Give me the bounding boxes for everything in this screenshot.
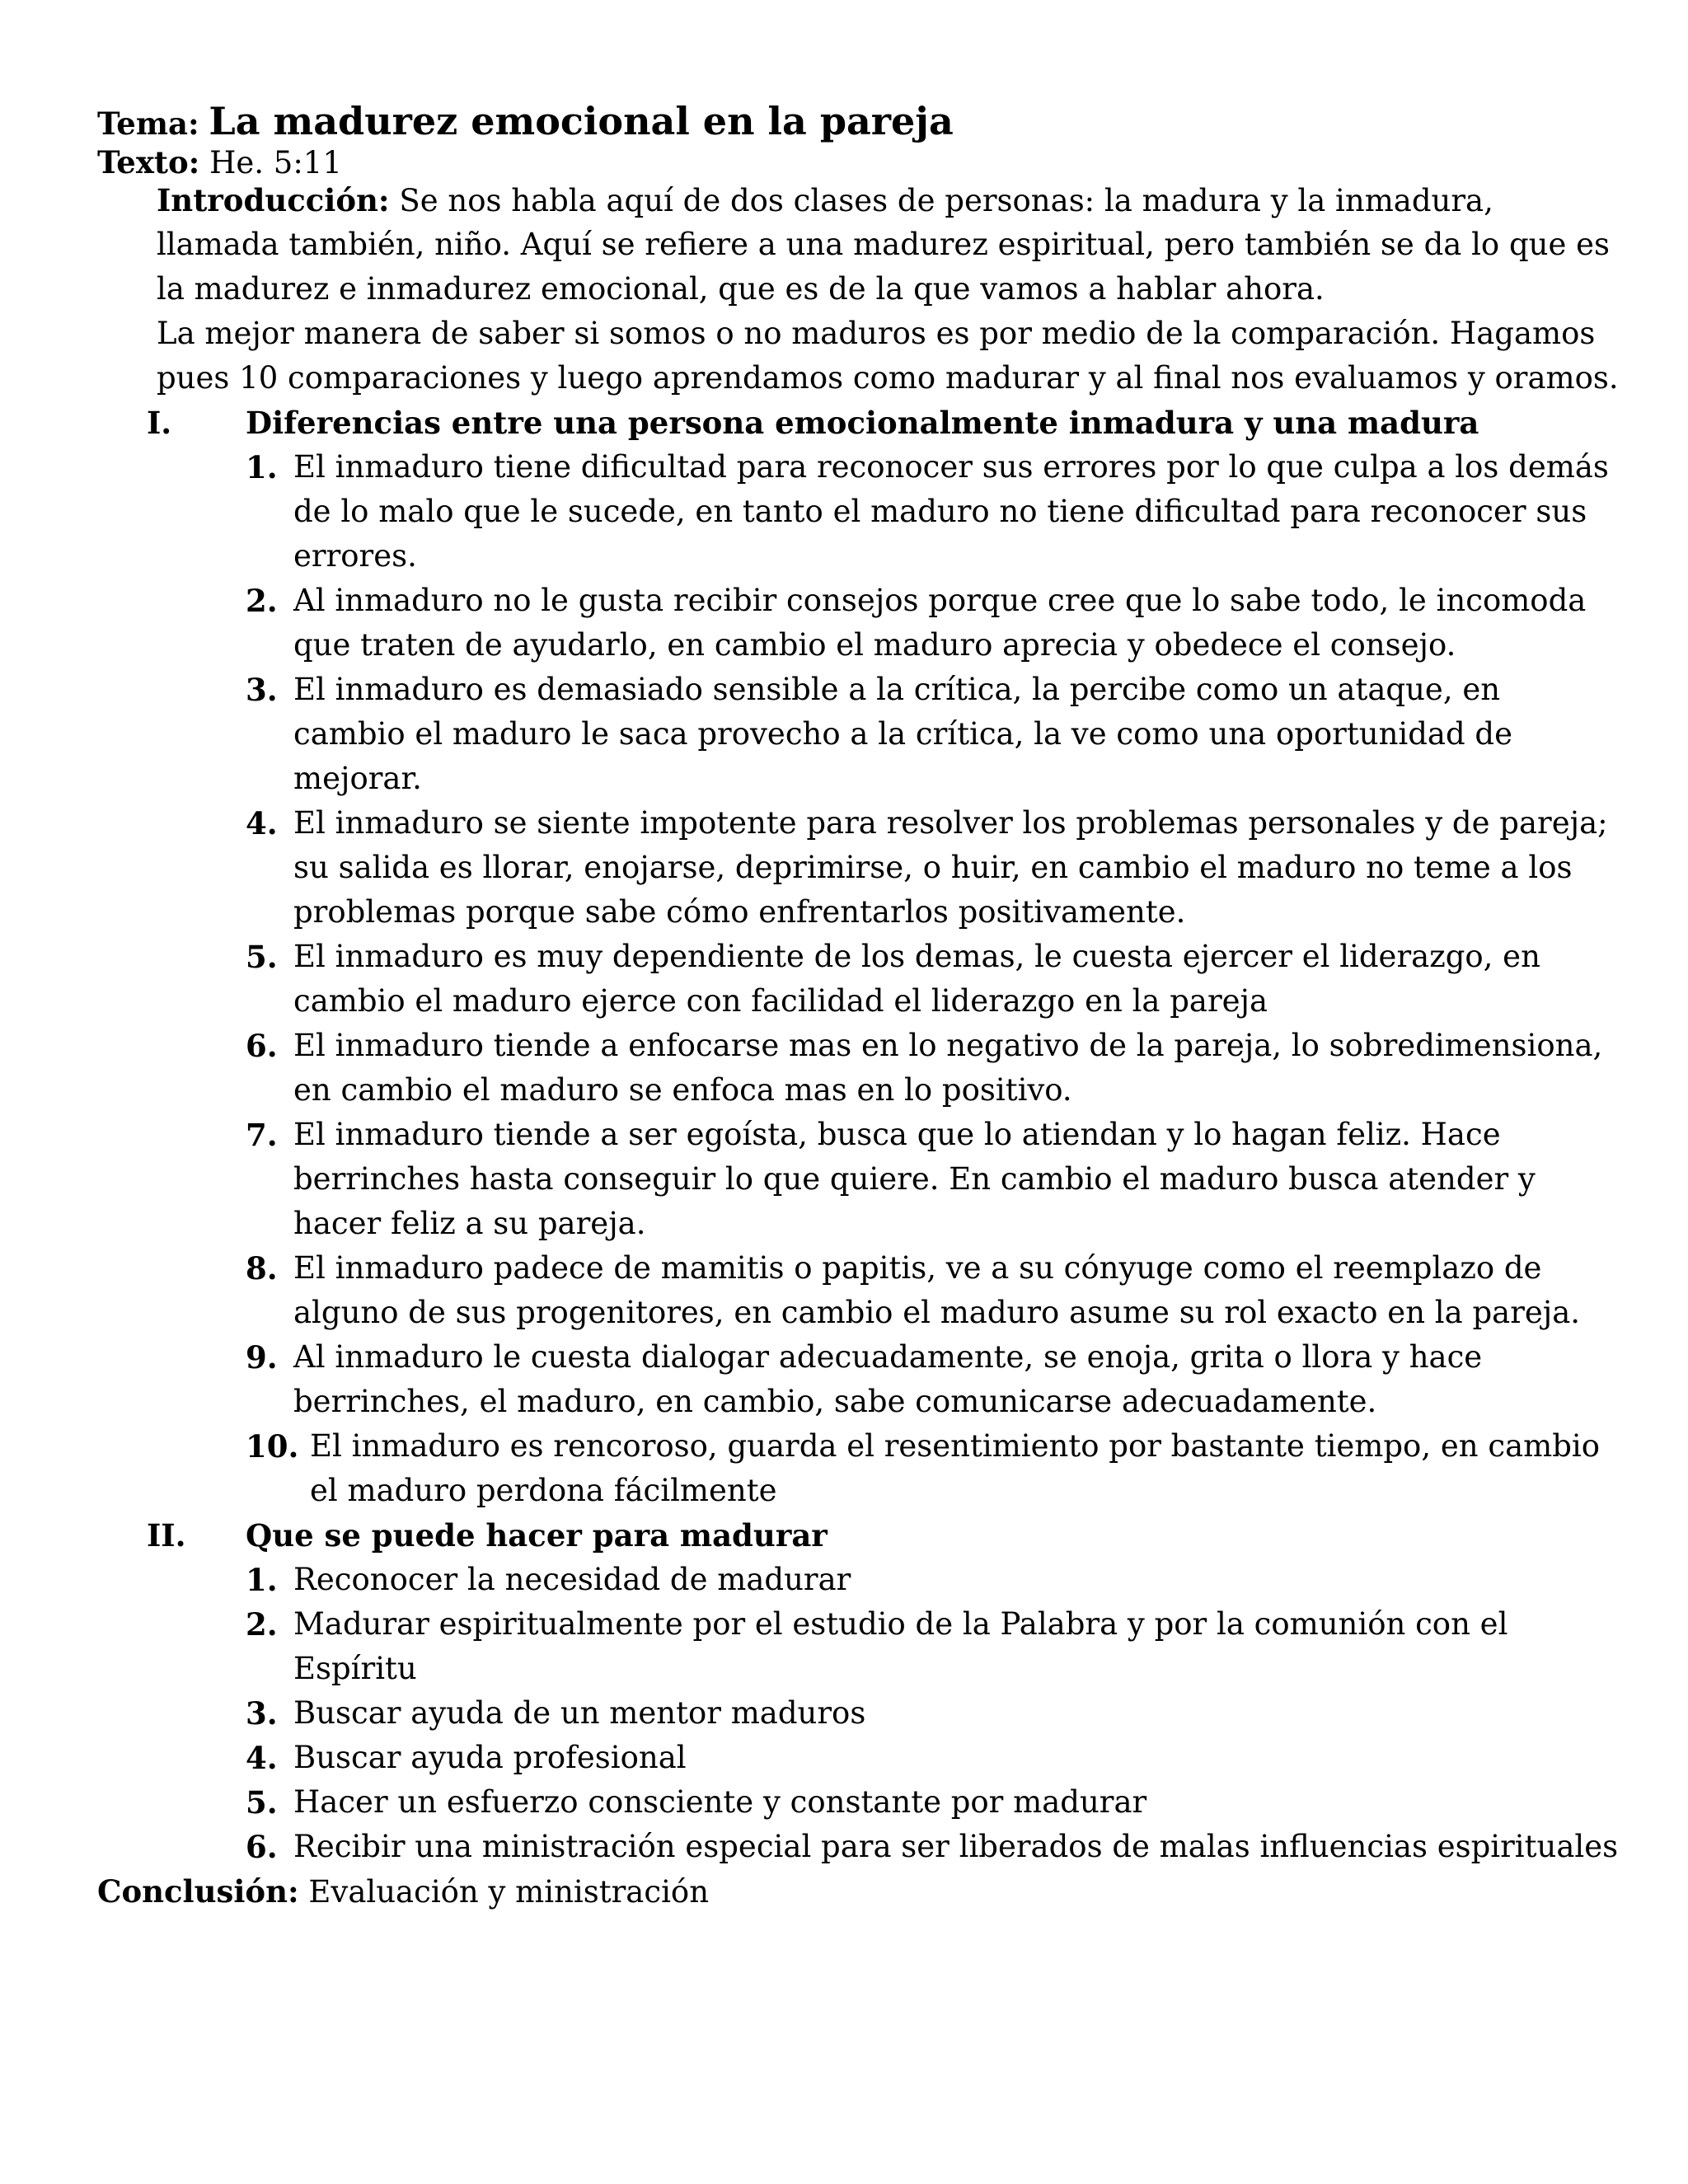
- section-2-numeral: II.: [147, 1517, 186, 1554]
- section1-item-3-line-1: El inmaduro es demasiado sensible a la crítica, la percibe como un ataque, en: [293, 672, 1501, 707]
- section2-item-number-5: 5.: [246, 1784, 278, 1821]
- section1-item-number-4: 4.: [246, 805, 278, 841]
- section2-item-number-4: 4.: [246, 1740, 278, 1776]
- intro-text-1: Se nos habla aquí de dos clases de personas: la madura y la inmadura,: [399, 183, 1493, 218]
- section2-item-number-1: 1.: [246, 1562, 278, 1598]
- section1-item-7-line-1: El inmaduro tiende a ser egoísta, busca que lo atiendan y lo hagan feliz. Hace: [293, 1117, 1501, 1152]
- texto-reference: He. 5:11: [209, 145, 342, 180]
- section1-item-number-6: 6.: [246, 1028, 278, 1064]
- section2-item-3-line-1: Buscar ayuda de un mentor maduros: [293, 1695, 866, 1731]
- section1-item-7-line-2: berrinches hasta conseguir lo que quiere. En cambio el maduro busca atender y: [293, 1161, 1536, 1197]
- section1-item-1-line-3: errores.: [293, 538, 417, 574]
- section1-item-1-line-2: de lo malo que le sucede, en tanto el maduro no tiene dificultad para reconocer sus: [293, 494, 1587, 529]
- section2-item-number-2: 2.: [246, 1606, 278, 1643]
- section1-item-10-line-1: El inmaduro es rencoroso, guarda el resentimiento por bastante tiempo, en cambio: [310, 1428, 1601, 1464]
- conclusion-label: Conclusión:: [97, 1873, 299, 1910]
- section2-item-1-line-1: Reconocer la necesidad de madurar: [293, 1562, 851, 1597]
- conclusion-text: Evaluación y ministración: [308, 1874, 710, 1910]
- intro-line-2: llamada también, niño. Aquí se refiere a una madurez espiritual, pero también se da lo que es: [157, 227, 1611, 262]
- section1-item-4-line-2: su salida es llorar, enojarse, deprimirse, o huir, en cambio el maduro no teme a los: [293, 850, 1573, 885]
- section2-item-4-line-1: Buscar ayuda profesional: [293, 1740, 687, 1775]
- section1-item-4-line-1: El inmaduro se siente impotente para resolver los problemas personales y de pareja;: [293, 805, 1608, 841]
- section1-item-6-line-1: El inmaduro tiende a enfocarse mas en lo negativo de la pareja, lo sobredimensiona,: [293, 1028, 1603, 1063]
- section2-item-number-3: 3.: [246, 1695, 278, 1732]
- section2-item-2-line-2: Espíritu: [293, 1651, 417, 1686]
- section1-item-5-line-1: El inmaduro es muy dependiente de los demas, le cuesta ejercer el liderazgo, en: [293, 939, 1540, 974]
- section1-item-3-line-2: cambio el maduro le saca provecho a la crítica, la ve como una oportunidad de: [293, 716, 1513, 752]
- intro-line-3: la madurez e inmadurez emocional, que es de la que vamos a hablar ahora.: [157, 271, 1325, 307]
- section-1-title: Diferencias entre una persona emocionalmente inmadura y una madura: [246, 405, 1479, 441]
- section1-item-2-line-2: que traten de ayudarlo, en cambio el maduro aprecia y obedece el consejo.: [293, 627, 1456, 663]
- section1-item-10-line-2: el maduro perdona fácilmente: [310, 1473, 777, 1508]
- section1-item-3-line-3: mejorar.: [293, 761, 422, 796]
- section2-item-6-line-1: Recibir una ministración especial para ser liberados de malas influencias espirituales: [293, 1829, 1619, 1864]
- section1-item-8-line-2: alguno de sus progenitores, en cambio el maduro asume su rol exacto en la pareja.: [293, 1295, 1581, 1330]
- section1-item-6-line-2: en cambio el maduro se enfoca mas en lo positivo.: [293, 1072, 1072, 1108]
- section1-item-4-line-3: problemas porque sabe cómo enfrentarlos positivamente.: [293, 894, 1186, 930]
- section1-item-number-10: 10.: [246, 1428, 299, 1465]
- section-2-title: Que se puede hacer para madurar: [246, 1517, 828, 1554]
- section2-item-2-line-1: Madurar espiritualmente por el estudio de la Palabra y por la comunión con el: [293, 1606, 1508, 1642]
- intro-line-5: pues 10 comparaciones y luego aprendamos como madurar y al final nos evaluamos y oramos.: [157, 360, 1619, 396]
- section1-item-8-line-1: El inmaduro padece de mamitis o papitis, ve a su cónyuge como el reemplazo de: [293, 1250, 1542, 1286]
- tema-label: Tema:: [97, 105, 199, 142]
- section1-item-number-3: 3.: [246, 672, 278, 708]
- intro-label: Introducción:: [157, 182, 390, 218]
- section1-item-number-7: 7.: [246, 1117, 278, 1153]
- section-1-numeral: I.: [147, 405, 172, 441]
- section1-item-number-2: 2.: [246, 583, 278, 619]
- section1-item-9-line-2: berrinches, el maduro, en cambio, sabe comunicarse adecuadamente.: [293, 1384, 1377, 1419]
- section2-item-5-line-1: Hacer un esfuerzo consciente y constante por madurar: [293, 1784, 1147, 1820]
- section1-item-5-line-2: cambio el maduro ejerce con facilidad el liderazgo en la pareja: [293, 983, 1268, 1019]
- section1-item-2-line-1: Al inmaduro no le gusta recibir consejos porque cree que lo sabe todo, le incomoda: [293, 583, 1587, 618]
- conclusion-line: [97, 1869, 709, 1915]
- intro-line-4: La mejor manera de saber si somos o no maduros es por medio de la comparación. Hagamos: [157, 316, 1596, 351]
- intro-line-1: [157, 178, 1493, 223]
- section1-item-1-line-1: El inmaduro tiene dificultad para reconocer sus errores por lo que culpa a los demás: [293, 449, 1609, 485]
- section1-item-9-line-1: Al inmaduro le cuesta dialogar adecuadamente, se enoja, grita o llora y hace: [293, 1339, 1483, 1375]
- section2-item-number-6: 6.: [246, 1829, 278, 1865]
- tema-title: La madurez emocional en la pareja: [209, 99, 954, 143]
- section1-item-number-1: 1.: [246, 449, 278, 485]
- section1-item-number-8: 8.: [246, 1250, 278, 1286]
- texto-label: Texto:: [97, 144, 200, 180]
- section1-item-7-line-3: hacer feliz a su pareja.: [293, 1206, 646, 1241]
- section1-item-number-5: 5.: [246, 939, 278, 975]
- section1-item-number-9: 9.: [246, 1339, 278, 1376]
